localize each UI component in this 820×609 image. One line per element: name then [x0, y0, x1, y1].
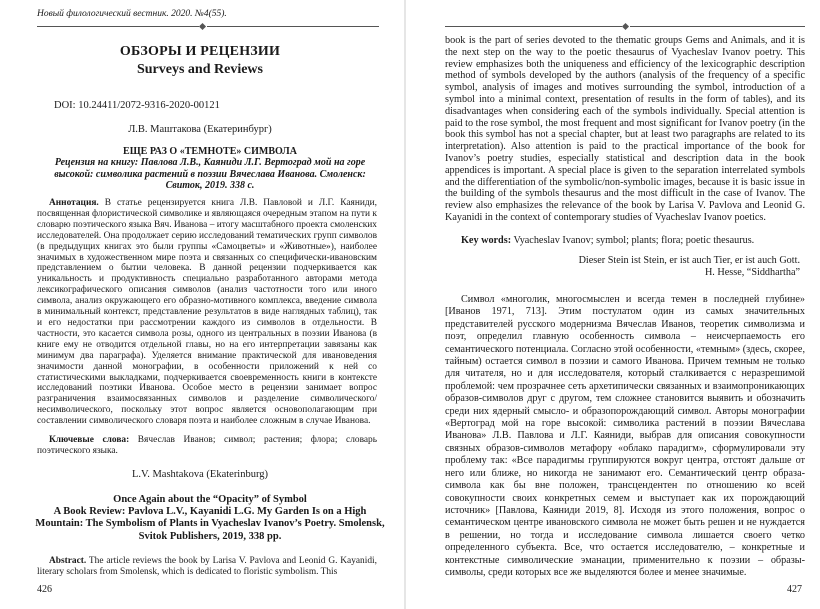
keywords-ru	[37, 435, 377, 457]
journal-header: Новый филологический вестник. 2020. №4(55).	[37, 9, 227, 19]
keywords-text-en: Vyacheslav Ivanov; symbol; plants; flora; poetic thesaurus.	[513, 235, 755, 246]
header-rule-left-right-page	[445, 26, 622, 27]
abstract-en-continued: book is the part of series devoted to the thematic groups Gems and Animals, and it is the next step on the way to the poetic thesaurus of Vyacheslav Ivanov poetry. This review emphasizes both the uniqueness and efficiency of the lexicographic description method of symbols developed by the authors (analysis of the frequency of a specific symbol, analysis of images and motives surrounding the symbol, introduction of a symbol into a minimal context, presentation of results in the form of tables), and its disadvantages when considering each of the symbols individually. Special attention is paid to the rose symbol, the most frequent and most significant for Ivanov poetry (in the book this symbol has not a special chapter, but at least two paragraphs are related to its interpretation). Also attention is paid to the practical importance of the book for Ivanov’s poetry studies, especially statistical and description data in the book appendices is important. A special place is given to the separation interrelated symbols and the differentiation of the symbolic/non-symbolic images, because it is basic issue in the building of the symbols thesaurus and the most difficult in the case of Ivanov. The review also emphasizes the relevance of the book by Larisa V. Pavlova and Leonid G. Kayanidi in the context of contemporary studies of Vyacheslav Ivanov poetics.	[445, 35, 805, 223]
header-ornament-icon-right	[622, 22, 629, 29]
page-number-left: 426	[37, 584, 52, 595]
epigraph-source: H. Hesse, “Siddhartha”	[704, 267, 800, 279]
keywords-label-ru: Ключевые слова:	[49, 435, 130, 445]
author-en: L.V. Mashtakova (Ekaterinburg)	[131, 469, 269, 480]
doi: DOI: 10.24411/2072-9316-2020-00121	[54, 100, 220, 111]
abstract-en	[37, 556, 377, 578]
keywords-text-ru: Вячеслав Иванов; символ; растения; флора; словарь поэтического языка.	[37, 435, 377, 456]
author-ru: Л.В. Маштакова (Екатеринбург)	[128, 124, 272, 135]
abstract-label-en: Abstract.	[49, 556, 87, 566]
header-rule-right	[207, 26, 379, 27]
article-title-en: Once Again about the “Opacity” of Symbol	[113, 494, 307, 505]
keywords-en	[445, 235, 805, 247]
article-title-ru: ЕЩЕ РАЗ О «ТЕМНОТЕ» СИМВОЛА	[123, 146, 297, 157]
header-rule-left	[37, 26, 199, 27]
abstract-label-ru: Аннотация.	[49, 198, 99, 208]
page-gutter	[404, 0, 406, 609]
article-subtitle-en: A Book Review: Pavlova L.V., Kayanidi L.G. My Garden Is on a High Mountain: The Symbolism of Plants in Vyacheslav Ivanov’s Poetry. Smolensk, Svitok Publishers, 2019, 338 pp.	[35, 506, 385, 542]
right-page	[410, 0, 820, 609]
header-rule-right-right-page	[630, 26, 805, 27]
abstract-text-ru: В статье рецензируется книга Л.В. Павловой и Л.Г. Каяниди, посвященная флористической символике и являющаяся очередным этапом на пути к словарю поэтического языка Вяч. Иванова – итогу масштабного проекта смоленских исследователей. Она продолжает серию исследований тематических групп символов (в предыдущих книгах это были группы «Самоцветы» и «Животные»), наиболее значимых в художественном мире поэта и связанных со специфически-ивановским представлением о бытии человека. В данной рецензии подчеркивается как уникальность и продуктивность специально разработанного авторами метода лексикографического описания символов (анализ частотности того или иного символа, анализ окружающего его образно-мотивного комплекса, введение символа в минимальный контекст, представление результатов в виде наглядных таблиц), так и его недостатки при рассмотрении каждого из символов в отдельности. В частности, это касается символа розы, одного из центральных в поэзии Иванова (в книге ему не отводится отдельной главы, но на его интерпретации завязаны как минимум два параграфа). Уделяется внимание практической для ивановедения значимости данной монографии, в особенности приложений к ней со статистическими выкладками, подчеркивается своевременность книги в контексте исследований поэтики Иванова. Особое место в рецензии занимает вопрос разграничения взаимосвязанных символов и разделение символического/несимволического, поскольку этот вопрос является основополагающим при составлении символического словаря поэта и наиболее сложным в случае Иванова.	[37, 198, 377, 427]
abstract-text-en: The article reviews the book by Larisa V. Pavlova and Leonid G. Kayanidi, literary scholars from Smolensk, which is dedicated to floristic symbolism. This	[37, 556, 377, 577]
page-number-right: 427	[787, 584, 802, 595]
keywords-label-en: Key words:	[461, 235, 512, 246]
abstract-ru	[37, 198, 377, 427]
section-title-en: Surveys and Reviews	[136, 62, 263, 77]
header-ornament-icon	[199, 22, 206, 29]
section-title-ru: ОБЗОРЫ И РЕЦЕНЗИИ	[119, 44, 281, 59]
epigraph	[440, 255, 800, 280]
epigraph-quote: Dieser Stein ist Stein, er ist auch Tier, er ist auch Gott.	[578, 255, 800, 266]
body-text-ru: Символ «многолик, многосмыслен и всегда темен в последней глубине» [Иванов 1971, 713]. Этим постулатом один из самых значительных представителей русского модернизма Вячеслав Иванов, теоретик символизма и поэт, определил главную особенность символа – неисчерпаемость его семантического потенциала. Согласно этой особенности, «темным» (здесь, скорее, тайным) остается символ в поэзии и самого Иванова. Причем темным не только для читателя, но и для исследователя, который сталкивается с неразрешимой проблемой: чем прозрачнее сеть архетипически связанных и взаимопроникающих образов-символов друг с другом, тем сложнее становится выявить и обозначить среди них ядерный смысло- и образопорождающий символ. Авторы монографии «Вертоград мой на горе высокой: символика растений в поэзии Вячеслава Иванова» Л.В. Павлова и Л.Г. Каяниди, выбрав для описания совокупности связных образов-символов метафору «облако парадигм», сформулировали эту проблему так: «Все парадигмы группируются вокруг центра, отстоят дальше от него или ближе, но никогда не занимают его. Семантический центр образа-символа как бы вне положен, трансцендентен по отношению ко всей совокупности своих конкретных семем и выступает как их порождающий источник» [Павлова, Каяниди 2019, 8]. Исходя из этого положения, вопрос о семантическом центре ивановского символа не может быть решен и не нуждается в решении, но тогда и исследование символа лишается своего четко определенного субъекта. Все, что остается исследователю, – конкретные и контекстные символические эманации, применительно к поэзии – образы-символы, среди которых все же выделяются более и менее значимые.	[445, 294, 805, 578]
article-subtitle-ru: Рецензия на книгу: Павлова Л.В., Каяниди Л.Г. Вертоград мой на горе высокой: символика растений в поэзии Вячеслава Иванова. Смоленск: Свиток, 2019. 338 с.	[54, 157, 366, 191]
left-page	[0, 0, 400, 609]
